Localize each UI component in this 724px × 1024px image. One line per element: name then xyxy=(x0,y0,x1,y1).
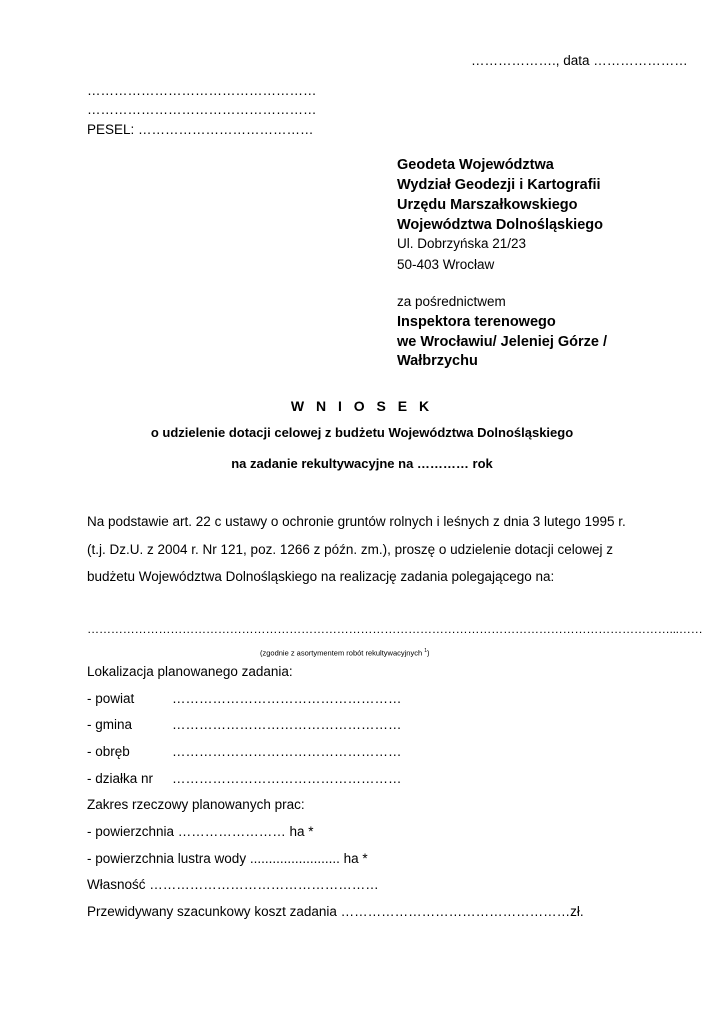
addressee-line-1: Geodeta Województwa xyxy=(397,157,554,173)
via-line-2: we Wrocławiu/ Jeleniej Górze / xyxy=(397,334,608,350)
powiat-label: - powiat xyxy=(87,691,135,706)
dzialka-field: …………………………………………… xyxy=(172,771,402,786)
via-label: za pośrednictwem xyxy=(397,294,506,309)
task-year-line: na zadanie rekultywacyjne na ………… rok xyxy=(231,456,493,471)
water-area-line: - powierzchnia lustra wody ........................ ha * xyxy=(87,851,368,866)
addressee-line-4: Województwa Dolnośląskiego xyxy=(397,217,603,233)
via-line-1: Inspektora terenowego xyxy=(397,314,556,330)
pesel-line: PESEL: ………………………………… xyxy=(87,122,314,137)
obreb-field: …………………………………………… xyxy=(172,744,402,759)
ownership-line: Własność …………………………………………… xyxy=(87,877,379,892)
applicant-name-line: …………………………………………… xyxy=(87,83,317,98)
document-title: W N I O S E K xyxy=(290,398,434,414)
addressee-line-2: Wydział Geodezji i Kartografii xyxy=(397,177,601,193)
dzialka-label: - działka nr xyxy=(87,771,154,786)
task-note: (zgodnie z asortymentem robót rekultywacyjnych $^1$) xyxy=(260,648,430,658)
date-line: ………………., data ………………… xyxy=(471,53,688,68)
body-paragraph-line-2: (t.j. Dz.U. z 2004 r. Nr 121, poz. 1266 z późn. zm.), proszę o udzielenie dotacji celowej z xyxy=(87,542,613,557)
task-description-line: …………………………………………………………………………………………………………………………………...…… xyxy=(87,622,703,636)
scope-heading: Zakres rzeczowy planowanych prac: xyxy=(87,797,305,812)
area-line: - powierzchnia …………………… ha * xyxy=(87,824,314,839)
location-heading: Lokalizacja planowanego zadania: xyxy=(87,664,293,679)
via-line-3: Wałbrzychu xyxy=(397,353,478,369)
gmina-label: - gmina xyxy=(87,717,133,732)
addressee-street: Ul. Dobrzyńska 21/23 xyxy=(397,236,527,251)
powiat-field: …………………………………………… xyxy=(172,691,402,706)
body-paragraph-line-1: Na podstawie art. 22 c ustawy o ochronie gruntów rolnych i leśnych z dnia 3 lutego 1995 r. xyxy=(87,514,626,529)
addressee-city: 50-403 Wrocław xyxy=(397,257,495,272)
obreb-label: - obręb xyxy=(87,744,130,759)
applicant-address-line: …………………………………………… xyxy=(87,102,317,117)
cost-line: Przewidywany szacunkowy koszt zadania ……………………………………………zł. xyxy=(87,904,584,919)
gmina-field: …………………………………………… xyxy=(172,717,402,732)
document-subtitle: o udzielenie dotacji celowej z budżetu Województwa Dolnośląskiego xyxy=(150,425,574,440)
addressee-line-3: Urzędu Marszałkowskiego xyxy=(397,197,578,213)
body-paragraph-line-3: budżetu Województwa Dolnośląskiego na realizację zadania polegającego na: xyxy=(87,569,555,584)
